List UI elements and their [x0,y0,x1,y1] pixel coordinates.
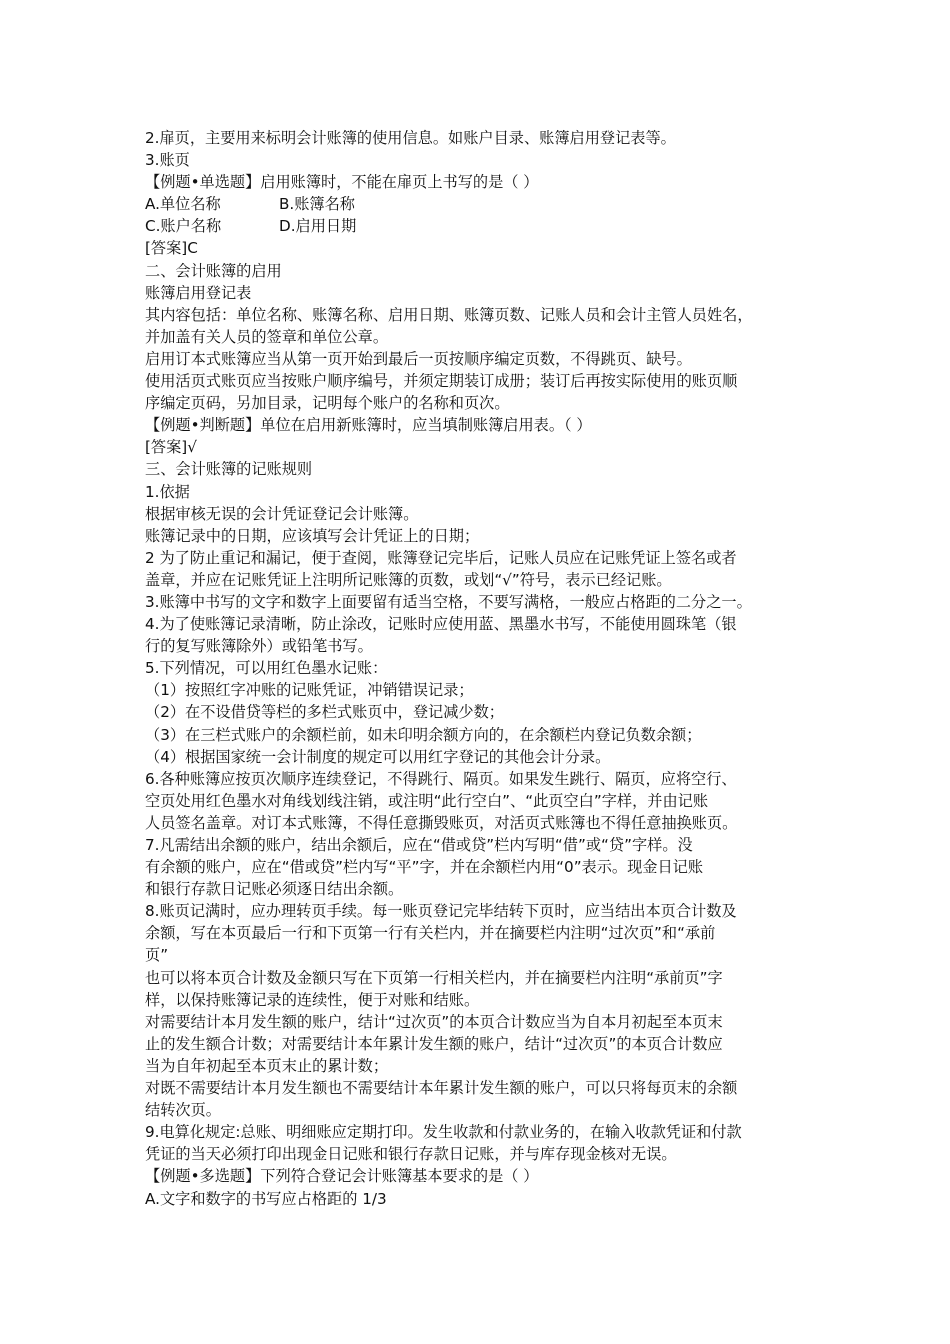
body-line-16: 3.账簿中书写的文字和数字上面要留有适当空格，不要写满格，一般应占格距的二分之一。 [145,592,752,611]
body-lines [145,237,813,1209]
body-line-35: 对需要结计本月发生额的账户，结计“过次页”的本页合计数应当为自本月初起至本页末 [145,1012,723,1031]
body-line-20: （1）按照红字冲账的记账凭证，冲销错误记录； [145,681,474,700]
body-line-17: 4.为了使账簿记录清晰，防止涂改，记账时应使用蓝、黑墨水书写，不能使用圆珠笔（银 [145,615,737,634]
body-line-21: （2）在不设借贷等栏的多栏式账页中，登记减少数； [145,703,504,722]
body-line-10: 三、会计账簿的记账规则 [145,460,313,479]
body-line-7: 序编定页码，另加目录，记明每个账户的名称和页次。 [145,394,510,413]
document-body [145,127,813,1210]
body-line-9: [答案]√ [145,438,197,457]
body-line-23: （4）根据国家统一会计制度的规定可以用红字登记的其他会计分录。 [145,747,611,766]
body-line-0: [答案]C [145,239,198,258]
text-line-2: 【例题•单选题】启用账簿时，不能在扉页上书写的是（ ） [145,173,539,192]
option-row [145,193,813,215]
single-choice-options [145,193,813,237]
body-line-39: 结转次页。 [145,1101,221,1120]
body-line-18: 行的复写账簿除外）或铅笔书写。 [145,637,373,656]
body-line-32: 页” [145,946,169,965]
body-line-13: 账簿记录中的日期，应该填写会计凭证上的日期； [145,526,480,545]
body-line-34: 样，以保持账簿记录的连续性，便于对账和结账。 [145,990,480,1009]
body-line-42: 【例题•多选题】下列符合登记会计账簿基本要求的是（ ） [145,1167,539,1186]
body-line-43: A.文字和数字的书写应占格距的 1/3 [145,1189,387,1208]
body-line-11: 1.依据 [145,482,190,501]
body-line-26: 人员签名盖章。对订本式账簿，不得任意撕毁账页，对活页式账簿也不得任意抽换账页。 [145,813,738,832]
body-line-33: 也可以将本页合计数及金额只写在下页第一行相关栏内，并在摘要栏内注明“承前页”字 [145,968,723,987]
body-line-4: 并加盖有关人员的签章和单位公章。 [145,327,388,346]
intro-lines [145,127,813,193]
body-line-19: 5.下列情况，可以用红色墨水记账： [145,659,388,678]
body-line-15: 盖章，并应在记账凭证上注明所记账簿的页数，或划“√”符号，表示已经记账。 [145,570,672,589]
body-line-5: 启用订本式账簿应当从第一页开始到最后一页按顺序编定页数，不得跳页、缺号。 [145,349,692,368]
body-line-37: 当为自年初起至本页末止的累计数； [145,1056,388,1075]
body-line-27: 7.凡需结出余额的账户，结出余额后，应在“借或贷”栏内写明“借”或“贷”字样。没 [145,836,693,854]
option-left: A.单位名称 [145,195,221,214]
option-right: D.启用日期 [279,217,357,236]
option-row [145,215,813,237]
body-line-3: 其内容包括：单位名称、账簿名称、启用日期、账簿页数、记账人员和会计主管人员姓名， [145,305,753,324]
body-line-30: 8.账页记满时，应办理转页手续。每一账页登记完毕结转下页时，应当结出本页合计数及 [145,902,737,921]
body-line-1: 二、会计账簿的启用 [145,261,282,280]
option-left: C.账户名称 [145,217,222,236]
body-line-2: 账簿启用登记表 [145,283,252,302]
body-line-12: 根据审核无误的会计凭证登记会计账簿。 [145,504,419,523]
body-line-40: 9.电算化规定:总账、明细账应定期打印。发生收款和付款业务的，在输入收款凭证和付款 [145,1123,742,1142]
option-right: B.账簿名称 [279,195,355,214]
body-line-28: 有余额的账户，应在“借或贷”栏内写“平”字，并在余额栏内用“0”表示。现金日记账 [145,858,704,877]
body-line-6: 使用活页式账页应当按账户顺序编号，并须定期装订成册；装订后再按实际使用的账页顺 [145,372,738,391]
text-line-1: 3.账页 [145,151,190,170]
body-line-24: 6.各种账簿应按页次顺序连续登记，不得跳行、隔页。如果发生跳行、隔页，应将空行、 [145,769,737,788]
body-line-41: 凭证的当天必须打印出现金日记账和银行存款日记账，并与库存现金核对无误。 [145,1145,677,1164]
body-line-8: 【例题•判断题】单位在启用新账簿时，应当填制账簿启用表。（ ） [145,416,592,435]
body-line-36: 止的发生额合计数；对需要结计本年累计发生额的账户，结计“过次页”的本页合计数应 [145,1034,723,1053]
body-line-38: 对既不需要结计本月发生额也不需要结计本年累计发生额的账户，可以只将每页末的余额 [145,1079,738,1098]
text-line-0: 2.扉页，主要用来标明会计账簿的使用信息。如账户目录、账簿启用登记表等。 [145,129,676,147]
body-line-29: 和银行存款日记账必须逐日结出余额。 [145,880,404,899]
body-line-25: 空页处用红色墨水对角线划线注销，或注明“此行空白”、“此页空白”字样，并由记账 [145,791,709,810]
body-line-31: 余额，写在本页最后一行和下页第一行有关栏内，并在摘要栏内注明“过次页”和“承前 [145,924,716,943]
body-line-22: （3）在三栏式账户的余额栏前，如未印明余额方向的，在余额栏内登记负数余额； [145,725,702,744]
body-line-14: 2 为了防止重记和漏记，便于查阅，账簿登记完毕后，记账人员应在记账凭证上签名或者 [145,548,737,567]
